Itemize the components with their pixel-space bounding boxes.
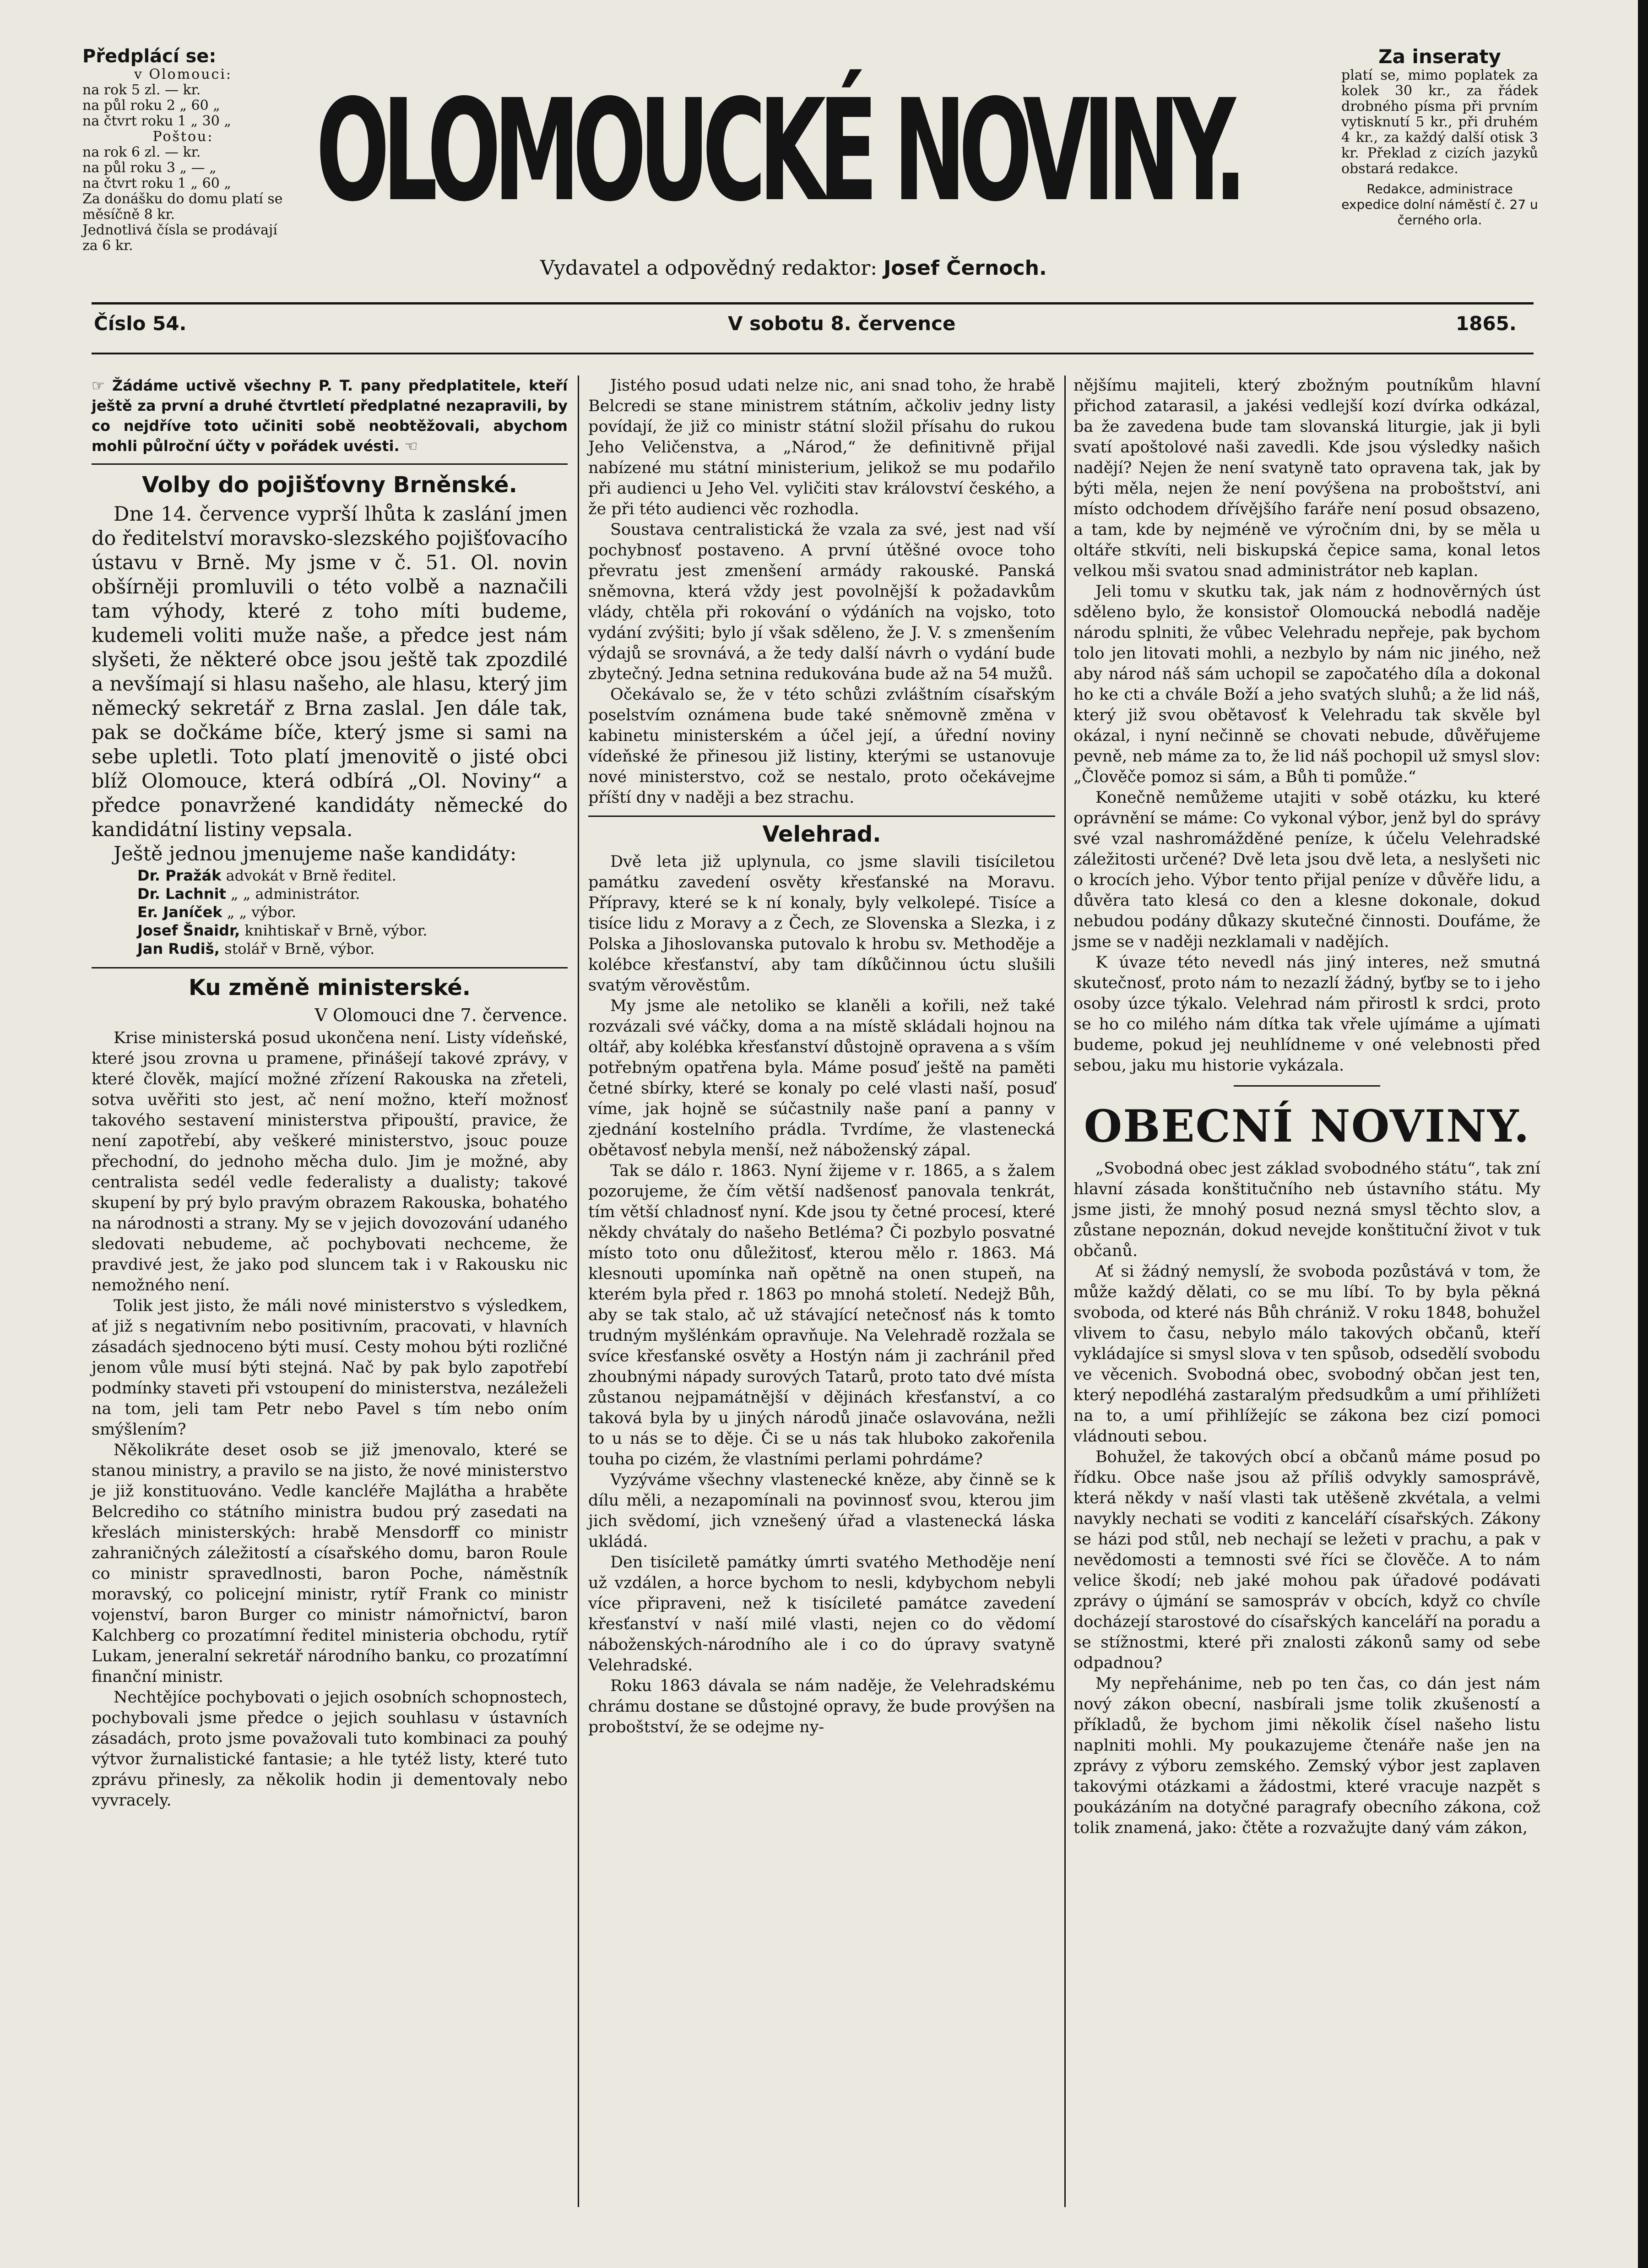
paragraph: Jeli tomu v skutku tak, jak nám z hodnověrných úst sděleno bylo, že konsistoř Olomoucká nebodlá naděje národu splniti, že vůbec Velehradu nepřeje, pak bychom tolo jen litovati mohli, a nezbylo by nám nic jiného, než aby národ náš sám uchopil se započatého díla a dokonal ho ke cti a chvále Boží a jeho svatých sluhů; a že lid náš, který již svou obětavosť k Velehradu tak skvěle byl okázal, i nyní nečinně se chovati nebude, důvěřujeme pevně, neb máme za to, že lid náš pochopil už smysl slov: „Člověče pomoz si sám, a Bůh ti pomůže.“	[1073, 582, 1540, 786]
pointing-hand-icon: ☞	[92, 377, 105, 394]
subscription-line: na půl roku 3 „ — „	[82, 160, 217, 176]
subscription-line: v Olomouci:	[134, 66, 233, 82]
article-title: Velehrad.	[762, 821, 881, 847]
paragraph: Jistého posud udati nelze nic, ani snad toho, že hrabě Belcredi se stane ministrem státním, ačkoliv jedny listy povídají, že již co ministr státní složil přísahu do rukou Jeho Veličenstva, a „Národ,“ že definitivně přijal nabízené mu státní ministerium, jelikož se mu podařilo při audienci u Jeho Vel. vyličiti stav království českého, a že při této audienci věc rozhodla.	[588, 376, 1055, 518]
subscription-line: na čtvrt roku 1 „ 60 „	[82, 175, 231, 191]
subscription-line: na rok 6 zl. — kr.	[82, 144, 201, 160]
divider	[92, 463, 568, 465]
candidate-name: Josef Šnaidr,	[137, 922, 240, 939]
article-body	[92, 1028, 568, 1811]
subscription-line: na čtvrt roku 1 „ 30 „	[82, 113, 231, 129]
column-3	[1073, 375, 1540, 1838]
masthead-title: OLOMOUCKÉ NOVINY.	[316, 70, 1240, 233]
publisher-label: Vydavatel a odpovědný redaktor:	[540, 256, 878, 280]
paragraph: Bohužel, že takových obcí a občanů máme posud po řídku. Obce naše jsou až příliš odvykly samosprávě, která někdy v naší vlasti tak utěšeně zkvétala, a velmi navykly nechati se voditi z kanceláří císařských. Zákony se házi pod stůl, neb nechají se ležeti v prachu, a pak v nevědomosti a temnosti své říci se člověče. A to nám velice škodí; neb jaké mohou pak úřadové podávati zprávy o újmání se samospráv v obcích, když co chvíle docházejí starostové do císařských kanceláří na poradu a se stížnostmi, které při znalosti zákonů samy od sebe odpadnou?	[1073, 1448, 1540, 1672]
subscription-heading: Předplácí se:	[82, 46, 217, 67]
paragraph: Dvě leta již uplynula, co jsme slavili tisíciletou památku zavedení osvěty křesťanské na Moravu. Přípravy, které se k ní konaly, byly velkolepé. Tisíce a tisíce lidu z Moravy a z Čech, ze Slovenska a Slezka, i z Polska a Jihoslovanska putovalo k hrobu sv. Methoděje a kolébce křesťanství, aby tam díkůčinnou úctu slušili svatým věrověstům.	[588, 853, 1055, 995]
paragraph: Dne 14. července vyprší lhůta k zaslání jmen do ředitelství moravsko-slezského pojišťovacího ústavu v Brně. My jsme v č. 51. Ol. novin obšírněji promluvili o této volbě a naznačili tam výhody, které z toho míti budeme, kudemeli voliti muže naše, a předce jest nám slyšeti, že některé obce jsou ještě tak zpozdilé a nevšímají si hlasu našeho, ale hlasu, který jim německý sekretář z Brna zaslal. Jen dále tak, pak se dočkáme bíče, který jsme si sami na sebe upletli. Toto platí jmenovitě o jisté obci blíž Olomouce, která odbírá „Ol. Noviny“ a předce ponavržené kandidáty německé do kandidátní listiny vepsala.	[92, 503, 568, 841]
paragraph: Vyzýváme všechny vlastenecké kněze, aby činně se k dílu měli, a nezapomínali na povinnosť svou, kterou jim jich svědomí, jich vznešený úřad a vlastenecká láska ukládá.	[588, 1471, 1055, 1551]
issue-date: V sobotu 8. července	[728, 312, 956, 335]
candidate	[137, 903, 568, 921]
paragraph: Soustava centralistická že vzala za své, jest nad vší pochybnosť postaveno. A první útěšné ovoce toho převratu jest zmenšení armády rakouské. Panská sněmovna, která vždy jest povolnější k požadavkům vlády, chtěla při rokování o výdáních na vojsko, toto vydání zvýšiti; bylo jí však sděleno, že J. V. s zmenšením výdajů se srovnává, a že tedy další návrh o vydání bude zbytečný. Jedna setnina redukována bude až na 54 mužů.	[588, 521, 1055, 683]
paragraph: Ať si žádný nemyslí, že svoboda pozůstává v tom, že může každý dělati, co se mu líbí. To by byla pěkná svoboda, od které nás Bůh chrániž. V roku 1848, bohužel vlivem to času, nebylo málo takových občanů, kteří vykládajíce si smysl slova v ten spůsob, odsedělí svobodu ve věcenich. Svobodná obec, svobodný občan jest ten, který nepodléhá zastaralým předsudkům a umí přihlížeti na to, a umí přihlížejíc se zákona bez cizí pomoci vládnouti sebou.	[1073, 1262, 1540, 1446]
subscription-box	[82, 46, 284, 254]
candidate-role: „ „ výbor.	[227, 903, 297, 921]
column-rule	[1064, 375, 1066, 2207]
candidate-name: Dr. Pražák	[137, 867, 222, 884]
column-1	[92, 375, 568, 1811]
paragraph: Očekávalo se, že v této schůzi zvláštním císařským poselstvím oznámena bude také sněmovně změna v kabinetu ministerském a účel její, a úřední noviny vídeňské že přinesou již listiny, kterými se ustanovuje nové ministerstvo, což se nestalo, proto očekávejme příští dny v naději a bez strachu.	[588, 685, 1055, 807]
paragraph: nějšímu majiteli, který zbožným poutníkům hlavní přichod zatarasil, a jakési vedlejší kozí dvírka odkázal, ba že zavedena bude tam slovanská liturgie, jak ji byli svatí apoštolové naši zavedli. Kde jsou výsledky našich nadějí? Nejen že není svatyně tato opravena tak, jak by býti měla, nejen že není povýšena na proboštství, ani místo odchodem dřívějšího faráře není posud obsazeno, a tam, kde by nejméně ve výročním dni, by se měla u oltáře stkvíti, neli biskupská čepice sama, konal letos velkou mši svatou snad administrátor neb kaplan.	[1073, 376, 1540, 580]
candidate-role: „ „ administrátor.	[231, 885, 360, 903]
top-rule	[92, 302, 1534, 305]
section-title: OBECNÍ NOVINY.	[1084, 1100, 1530, 1152]
column-2	[588, 375, 1055, 1738]
subscription-line: na rok 5 zl. — kr.	[82, 82, 201, 98]
paragraph: My nepřehánime, neb po ten čas, co dán jest nám nový zákon obecní, nasbírali jsme tolik zkušeností a příkladů, že bychom jimi několik čísel našeho listu naplniti mohli. My poukazujeme čtenáře naše jen na zprávy z výboru zemského. Zemský výbor jest zaplaven takovými otázkami a žádostmi, které vracuje nazpět s poukázáním na dotyčné paragrafy obecního zákona, což tolik znamená, jako: čtěte a rozvažujte daný vám zákon,	[1073, 1675, 1540, 1837]
column-rule	[578, 375, 579, 2207]
pointing-hand-icon: ☜	[404, 437, 418, 455]
paragraph: „Svobodná obec jest základ svobodného státu“, tak zní hlavní zásada konštitučního neb ústavního státu. My jsme jisti, že mnohý posud nezná smysl těchto slov, a zůstane nepoznán, dokud nevejde konštituční život v tuk občanů.	[1073, 1159, 1540, 1260]
candidate-name: Er. Janíček	[137, 903, 222, 921]
paragraph: Konečně nemůžeme utajiti v sobě otázku, ku které oprávnění se máme: Co vykonal výbor, jenž byl do správy své vzal nashromážděné peníze, k účelu Velehradské záležitosti určené? Dvě leta jsou dvě leta, a neslyšeti nic o krocích jeho. Výbor tento přijal peníze v důvěře lidu, a důvěra tato klesá co den a klesne dokonale, dokud nebudou podány důkazy skutečné činnosti. Doufáme, že jsme se v naději nezklamali v nadějích.	[1073, 789, 1540, 951]
candidate-list	[92, 866, 568, 958]
issue-number: Číslo 54.	[94, 312, 187, 335]
article-body	[588, 852, 1055, 1738]
divider	[588, 816, 1055, 817]
subscription-notice	[92, 375, 568, 456]
subscription-line: Poštou:	[152, 129, 214, 145]
candidate-role: advokát v Brně ředitel.	[226, 867, 396, 884]
subscription-line: na půl roku 2 „ 60 „	[82, 98, 220, 114]
subscription-line: Jednotlivá čísla se prodávají za 6 kr.	[82, 222, 277, 254]
issue-year: 1865.	[1456, 312, 1517, 335]
paragraph: Den tisíciletě památky úmrti svatého Methoděje není už vzdálen, a horce bychom to nesli, kdybychom nebyli více připraveni, než k tisícileté památce zavedení křesťanství v naší milé vlasti, nejen co do vědomí náboženských-národního ale i co do úpravy svatyně Velehradské.	[588, 1553, 1055, 1675]
article-title: Volby do pojišťovny Brněnské.	[142, 472, 517, 498]
subscription-line: Za donášku do domu platí se měsíčně 8 kr.	[82, 191, 283, 223]
article-place-date: V Olomouci dne 7. července.	[314, 1005, 568, 1025]
article-body	[92, 502, 568, 866]
editorial-address: Redakce, administrace expedice dolní náměstí č. 27 u černého orla.	[1341, 181, 1538, 228]
candidate	[137, 921, 568, 940]
paragraph: My jsme ale netoliko se klaněli a kořili, než také rozvázali své váčky, doma a na místě skládali hojnou na oltář, aby kolébka křesťanství důstojně opravena a s vším potřebným opatřena byla. Máme posuď ještě na paměti četné sbírky, které se konaly po celé vlasti naší, posuď víme, jak hojně se súčastnily naše paní a panny v zjednání kostelního prádla. Tvrdíme, že vlastenecká obětavosť nebyla menší, než náboženský zápal.	[588, 997, 1055, 1159]
paragraph: Roku 1863 dávala se nám naděje, že Velehradskému chrámu dostane se důstojné opravy, že bude provýšen na proboštství, že se odejme ny-	[588, 1677, 1055, 1736]
advert-box	[1341, 46, 1538, 228]
candidate	[137, 885, 568, 903]
candidate	[137, 866, 568, 885]
article-body	[588, 375, 1055, 808]
article-title: Ku změně ministerské.	[188, 975, 471, 1001]
candidate-name: Jan Rudiš,	[137, 940, 220, 957]
article-body	[1073, 1158, 1540, 1838]
candidate	[137, 940, 568, 958]
divider	[92, 967, 568, 968]
paragraph: Několikráte deset osob se již jmenovalo, které se stanou ministry, a pravilo se na jisto, že nové ministerstvo je již konstituováno. Vedle kancléře Majlátha a hraběte Belcrediho co státního ministra budou prý zasedati na křeslách ministerských: hrabě Mensdorff co ministr zahraničných záležitostí a císařského domu, baron Roule co ministr spravedlnosti, baron Poche, náměstník moravský, co policejní ministr, rytíř Frank co ministr vojenství, baron Burger co ministr námořnictví, baron Kalchberg co prozatímní ředitel ministeria obchodu, rytíř Lukam, jeneralní sekretář národního banku, co prozatímní finanční ministr.	[92, 1441, 568, 1686]
paragraph: Krise ministerská posud ukončena není. Listy vídeňské, které jsou zrovna u pramene, přinášejí takové zprávy, v které člověk, mající možné zřízení Rakouska na zřeteli, sotva uvěřiti sto jest, ač není možno, kteří možnosť takového sestavení ministerstva připouští, pravice, že není zapotřebí, aby veškeré ministerstvo, jsouc pouze přechodní, do jednoho měcha dulo. Jim je možné, aby centralista sedél vedle federalisty a dualisty; takové skupení by prý bylo pravým obrazem Rakouska, bohatého na národnosti a strany. My se v jejich dovozování udaného sledovati nebudeme, ač pochybovati nechceme, že pravdivé jest, že jako pod sluncem tak i v Rakousku nic nemožného není.	[92, 1029, 568, 1294]
candidate-role: stolář v Brně, výbor.	[224, 940, 375, 957]
article-body	[1073, 375, 1540, 1076]
advert-text: platí se, mimo poplatek za kolek 30 kr., za řádek drobného písma při prvním vytisknutí 5 kr., při druhém 4 kr., za každý další otisk 3 kr. Překlad z cizích jazyků obstará redakce.	[1341, 67, 1538, 177]
publisher-line	[540, 256, 1047, 280]
candidate-name: Dr. Lachnit	[137, 885, 226, 903]
paragraph: Nechtějíce pochybovati o jejich osobních schopnostech, pochybovali jsme předce o jejich souhlasu v ústavních zásadách, proto jsme považovali tuto kombinaci za pouhý výtvor žurnalistické fantasie; a hle tytéž listy, které tuto zprávu přinesly, za několik hodin ji dementovaly nebo vyvracely.	[92, 1688, 568, 1810]
notice-text: Žádáme uctivě všechny P. T. pany předplatitele, kteří ještě za první a druhé čtvrtletí předplatné nezapravili, by co nejdříve toto učiniti sobě neobtěžovali, abychom mohli půlroční účty v pořádek uvésti.	[92, 377, 568, 455]
dateline-rule	[92, 353, 1534, 354]
divider	[1234, 1085, 1380, 1087]
paragraph: K úvaze této nevedl nás jiný interes, než smutná skutečnosť, proto nám to nezazlí žádný, byťby se to i jeho osoby úzce týkalo. Velehrad nám přirostl k srdci, proto se ho co milého nám dítka tak vřele ujímáme a ujímati budeme, pokud jej neuhlídneme v oné velebnosti před sebou, jaku mu historie vykázala.	[1073, 953, 1540, 1075]
paragraph: Tolik jest jisto, že máli nové ministerstvo s výsledkem, ať již s negativním nebo positivním, pracovati, v hlavních zásadách sjednoceno býti musí. Cesty mohou býti rozličné jenom vůle musí býti stejná. Nač by pak bylo zapotřebí podmínky staveti při vstoupení do ministerstva, nezáleželi na tom, jeli tam Petr nebo Pavel s tím nebo oním smýšlením?	[92, 1297, 568, 1439]
advert-heading: Za inseraty	[1378, 45, 1501, 68]
paragraph: Ještě jednou jmenujeme naše kandidáty:	[114, 843, 517, 865]
paragraph: Tak se dálo r. 1863. Nyní žijeme v r. 1865, a s žalem pozorujeme, že čím větší nadšenosť panovala tenkrát, tím větší chladnosť nyní. Kde jsou ty četné procesí, které někdy chvátaly do našeho Betléma? Či pozbylo posvatné místo toto onu důležitosť, kterou mělo r. 1863. Má klesnouti upomínka naň opětně na onen stupeň, na kterém byla před r. 1863 po mnohá století. Nedejž Bůh, aby se tak stalo, ač už stávající netečnosť nás k tomto trudným myšlénkám opravňuje. Na Velehradě rozžala se svíce křesťanské osvěty a Hostýn nám ji zachránil před zhoubnými nápady surových Tatarů, proto tato dvé místa zůstanou nejpamátnější v dějinách křesťanství, a co taková byla by u jiných národů jinače oslavována, nežli to u nás se to děje. Či se u nás tak hluboko zakořenila touha po cizém, že vlastními perlami pohrdáme?	[588, 1162, 1055, 1468]
candidate-role: knihtiskař v Brně, výbor.	[244, 922, 428, 939]
page-edge	[1638, 0, 1648, 2268]
publisher-name: Josef Černoch.	[884, 256, 1047, 280]
